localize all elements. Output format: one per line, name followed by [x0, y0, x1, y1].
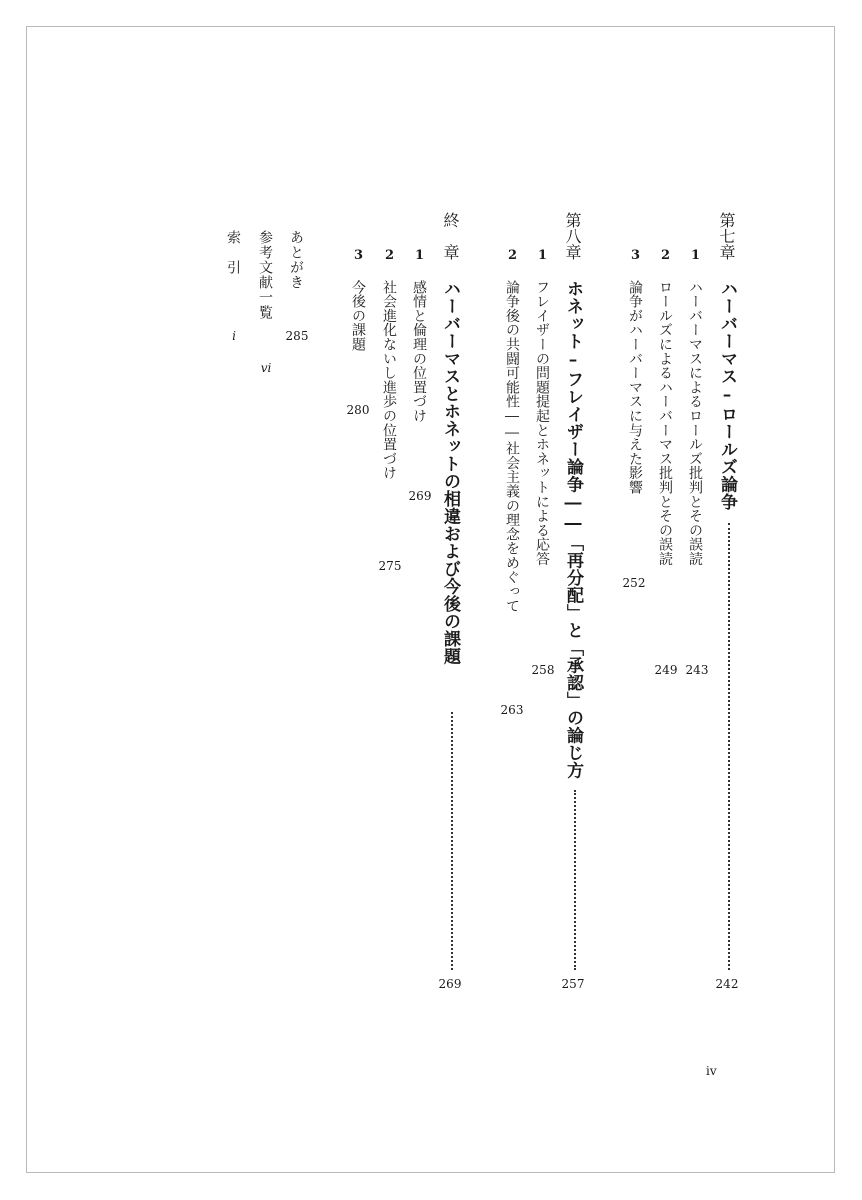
section-7-2-num: 2	[658, 248, 673, 263]
final-chapter-leader	[451, 712, 453, 970]
section-7-2-title: ロールズによるハーバーマス批判とその誤読	[657, 280, 673, 566]
final-chapter-title: ハーバーマスとホネットの相違および今後の課題	[440, 280, 460, 665]
section-7-3-page: 252	[622, 576, 646, 590]
references-title: 参考文献一覧	[257, 230, 273, 320]
section-final-2-num: 2	[382, 248, 397, 263]
index-title: 索 引	[225, 230, 241, 275]
section-final-1-page: 269	[408, 489, 432, 503]
chapter-7-page: 242	[715, 977, 739, 991]
section-final-3-page: 280	[346, 403, 370, 417]
chapter-7-label: 第七章	[717, 212, 736, 260]
section-7-2-page: 249	[654, 663, 678, 677]
section-final-1-title: 感情と倫理の位置づけ	[411, 280, 427, 423]
page-frame	[26, 26, 835, 1173]
chapter-8-leader	[574, 790, 576, 970]
chapter-8-label: 第八章	[563, 212, 582, 260]
section-7-1-num: 1	[688, 248, 703, 263]
section-8-1-page: 258	[531, 663, 555, 677]
section-7-1-title: ハーバーマスによるロールズ批判とその誤読	[687, 280, 703, 566]
afterword-page: 285	[285, 329, 309, 343]
section-8-1-title: フレイザーの問題提起とホネットによる応答	[534, 280, 550, 566]
section-8-2-title: 論争後の共闘可能性――社会主義の理念をめぐって	[504, 280, 520, 613]
index-page: i	[232, 329, 236, 343]
references-page: vi	[260, 361, 272, 375]
chapter-8-page: 257	[561, 977, 585, 991]
chapter-7-title: ハーバーマス–ロールズ論争	[717, 280, 737, 511]
section-final-1-num: 1	[412, 248, 427, 263]
section-8-1-num: 1	[535, 248, 550, 263]
section-final-2-page: 275	[378, 559, 402, 573]
chapter-7-leader	[728, 523, 730, 970]
section-8-2-page: 263	[500, 703, 524, 717]
section-final-2-title: 社会進化ないし進歩の位置づけ	[381, 280, 397, 481]
section-7-3-title: 論争がハーバーマスに与えた影響	[627, 280, 643, 495]
section-7-3-num: 3	[628, 248, 643, 263]
final-chapter-page: 269	[438, 977, 462, 991]
section-final-3-title: 今後の課題	[350, 280, 366, 352]
afterword-title: あとがき	[288, 230, 304, 290]
section-7-1-page: 243	[685, 663, 709, 677]
section-8-2-num: 2	[505, 248, 520, 263]
chapter-8-title: ホネット–フレイザー論争――「再分配」と「承認」の論じ方	[563, 280, 583, 779]
final-chapter-label: 終 章	[441, 212, 460, 260]
section-final-3-num: 3	[351, 248, 366, 263]
page-number: iv	[706, 1064, 717, 1078]
